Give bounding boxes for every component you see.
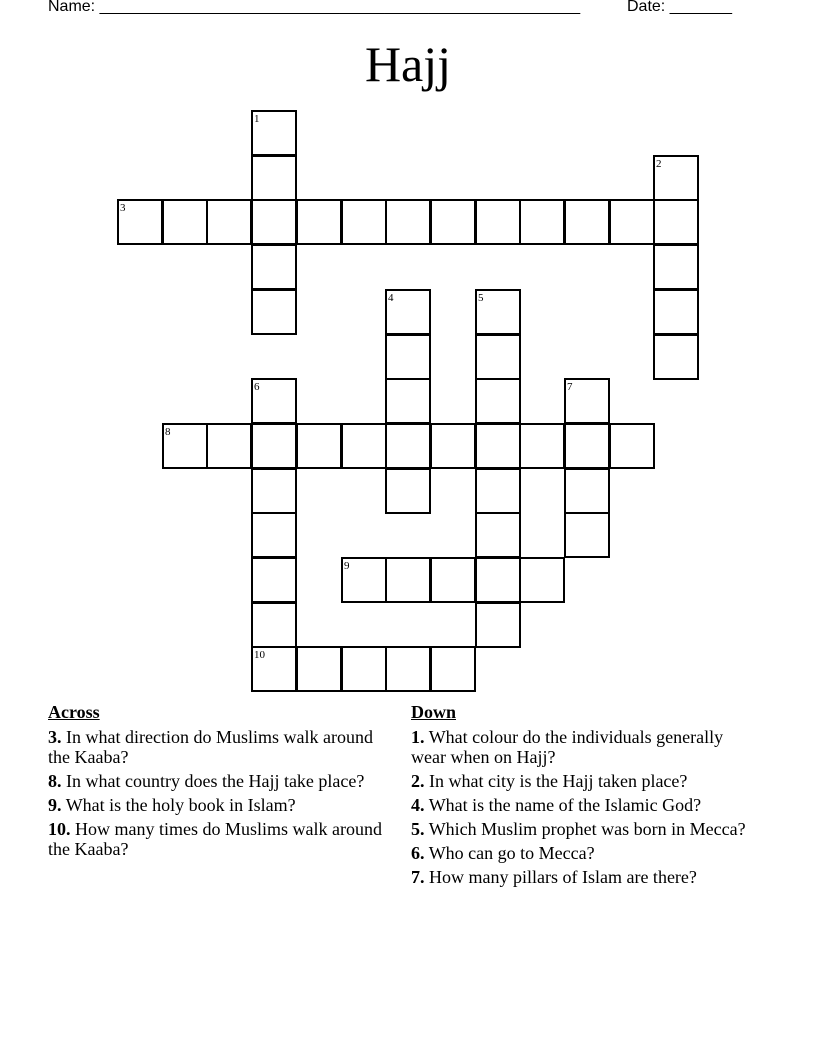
down-clue (411, 843, 756, 863)
grid-cell[interactable] (251, 244, 297, 290)
grid-cell[interactable] (162, 423, 208, 469)
grid-cell[interactable] (564, 512, 610, 558)
grid-cell[interactable] (251, 110, 297, 156)
clue-number-label: 10. (48, 819, 71, 839)
grid-cell[interactable] (251, 646, 297, 692)
grid-cell[interactable] (519, 199, 565, 245)
clue-text: What colour do the individuals generally wear when on Hajj? (411, 727, 724, 767)
grid-cell[interactable] (475, 602, 521, 648)
down-clue (411, 795, 756, 815)
grid-cell[interactable] (251, 468, 297, 514)
grid-cell[interactable] (653, 289, 699, 335)
down-clue-list (411, 727, 756, 887)
clue-text: What is the holy book in Islam? (65, 795, 296, 815)
clue-number-label: 1. (411, 727, 425, 747)
clue-number: 8 (165, 426, 171, 438)
clue-number-label: 8. (48, 771, 62, 791)
clue-text: What is the name of the Islamic God? (428, 795, 702, 815)
grid-cell[interactable] (341, 557, 387, 603)
grid-cell[interactable] (475, 512, 521, 558)
grid-cell[interactable] (475, 468, 521, 514)
grid-cell[interactable] (475, 557, 521, 603)
grid-cell[interactable] (206, 199, 252, 245)
grid-cell[interactable] (430, 646, 476, 692)
clue-text: In what city is the Hajj taken place? (429, 771, 688, 791)
grid-cell[interactable] (564, 378, 610, 424)
clue-number-label: 4. (411, 795, 425, 815)
clue-number: 3 (120, 202, 126, 214)
clue-text: Who can go to Mecca? (428, 843, 595, 863)
grid-cell[interactable] (162, 199, 208, 245)
down-clues (411, 702, 756, 891)
grid-cell[interactable] (653, 244, 699, 290)
clue-number: 4 (388, 292, 394, 304)
across-clue (48, 727, 388, 767)
clue-number: 9 (344, 560, 350, 572)
grid-cell[interactable] (341, 646, 387, 692)
clue-text: How many times do Muslims walk around the Kaaba? (48, 819, 382, 859)
grid-cell[interactable] (296, 646, 342, 692)
clue-number-label: 2. (411, 771, 425, 791)
grid-cell[interactable] (430, 557, 476, 603)
grid-cell[interactable] (519, 423, 565, 469)
grid-cell[interactable] (653, 155, 699, 201)
clue-number: 6 (254, 381, 260, 393)
grid-cell[interactable] (251, 289, 297, 335)
grid-cell[interactable] (475, 423, 521, 469)
clue-number-label: 3. (48, 727, 62, 747)
clue-number: 5 (478, 292, 484, 304)
grid-cell[interactable] (341, 199, 387, 245)
grid-cell[interactable] (653, 199, 699, 245)
grid-cell[interactable] (475, 334, 521, 380)
clue-number-label: 6. (411, 843, 425, 863)
down-clue (411, 867, 756, 887)
name-field-line: Name: ______________________________________________________ (48, 0, 581, 15)
grid-cell[interactable] (564, 468, 610, 514)
grid-cell[interactable] (296, 199, 342, 245)
grid-cell[interactable] (385, 199, 431, 245)
clue-text: In what direction do Muslims walk around the Kaaba? (48, 727, 373, 767)
grid-cell[interactable] (564, 423, 610, 469)
grid-cell[interactable] (475, 199, 521, 245)
across-clue (48, 771, 388, 791)
grid-cell[interactable] (653, 334, 699, 380)
clue-text: How many pillars of Islam are there? (429, 867, 697, 887)
grid-cell[interactable] (385, 289, 431, 335)
grid-cell[interactable] (475, 289, 521, 335)
grid-cell[interactable] (206, 423, 252, 469)
clue-number: 7 (567, 381, 573, 393)
across-clue (48, 795, 388, 815)
grid-cell[interactable] (564, 199, 610, 245)
grid-cell[interactable] (117, 199, 163, 245)
grid-cell[interactable] (609, 199, 655, 245)
down-heading: Down (411, 702, 457, 722)
grid-cell[interactable] (385, 646, 431, 692)
grid-cell[interactable] (385, 557, 431, 603)
grid-cell[interactable] (430, 423, 476, 469)
grid-cell[interactable] (519, 557, 565, 603)
across-heading: Across (48, 702, 100, 722)
across-clue (48, 819, 388, 859)
clue-number-label: 9. (48, 795, 62, 815)
clue-number: 1 (254, 113, 260, 125)
down-clue (411, 819, 756, 839)
grid-cell[interactable] (251, 199, 297, 245)
across-clues (48, 702, 388, 863)
grid-cell[interactable] (251, 602, 297, 648)
grid-cell[interactable] (385, 378, 431, 424)
grid-cell[interactable] (251, 378, 297, 424)
grid-cell[interactable] (609, 423, 655, 469)
grid-cell[interactable] (430, 199, 476, 245)
clue-number: 2 (656, 158, 662, 170)
puzzle-title: Hajj (364, 36, 452, 92)
grid-cell[interactable] (251, 512, 297, 558)
grid-cell[interactable] (385, 334, 431, 380)
clue-number-label: 5. (411, 819, 425, 839)
grid-cell[interactable] (385, 423, 431, 469)
grid-cell[interactable] (475, 378, 521, 424)
down-clue (411, 771, 756, 791)
grid-cell[interactable] (251, 155, 297, 201)
grid-cell[interactable] (251, 557, 297, 603)
grid-cell[interactable] (385, 468, 431, 514)
clue-text: In what country does the Hajj take place? (66, 771, 365, 791)
clue-number-label: 7. (411, 867, 425, 887)
grid-cell[interactable] (251, 423, 297, 469)
across-clue-list (48, 727, 388, 859)
clue-number: 10 (254, 649, 265, 661)
grid-cell[interactable] (296, 423, 342, 469)
date-field-line: Date: _______ (627, 0, 732, 15)
clue-text: Which Muslim prophet was born in Mecca? (428, 819, 746, 839)
grid-cell[interactable] (341, 423, 387, 469)
down-clue (411, 727, 756, 767)
